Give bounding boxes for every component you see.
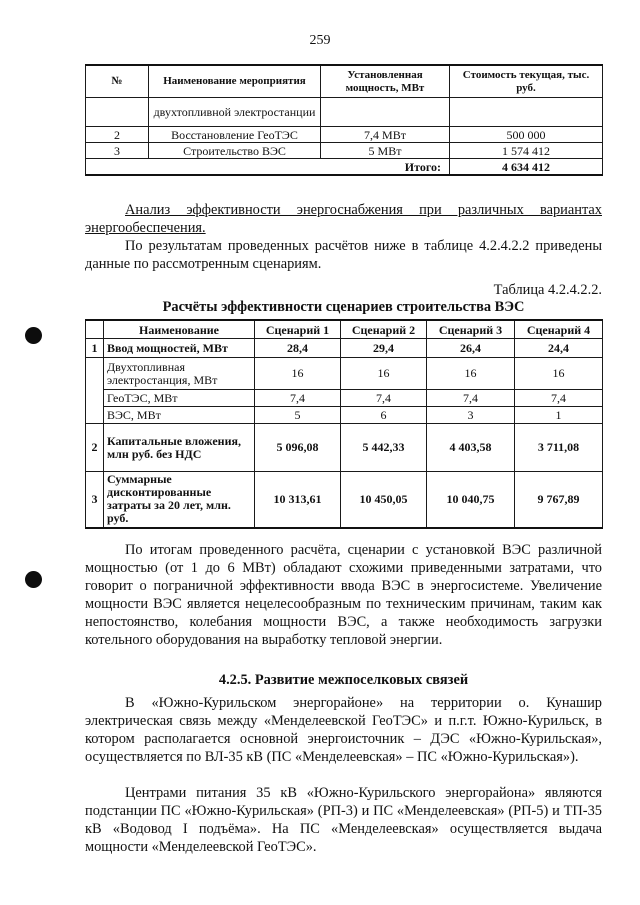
- scenarios-efficiency-table: [85, 319, 603, 529]
- table-row: [86, 127, 603, 143]
- total-label: Итого:: [86, 159, 450, 176]
- table-row: [86, 407, 603, 424]
- scenario-value: 7,4: [515, 390, 603, 407]
- row-index: 3: [86, 472, 104, 528]
- section-paragraph: В «Южно-Курильском энергорайоне» на территории о. Кунашир электрическая связь между «Менделеевской ГеоТЭС» и п.г.т. Южно-Курильск, в котором располагается основной энергоисточник – ДЭС «Южно-Курильская», осуществляется по ВЛ-35 кВ (ПС «Менделеевская» – ПС «Южно-Курильская»).: [85, 695, 602, 765]
- column-header: Стоимость текущая, тыс. руб.: [450, 65, 603, 98]
- scenario-value: 7,4: [341, 390, 427, 407]
- analysis-heading: Анализ эффективности энергоснабжения при различных вариантах энергообеспечения.: [85, 202, 602, 236]
- section-heading: 4.2.5. Развитие межпоселковых связей: [218, 672, 469, 688]
- row-index: 2: [86, 424, 104, 472]
- total-value: 4 634 412: [450, 159, 603, 176]
- scenario-value: 3: [427, 407, 515, 424]
- row-name: Суммарные дисконтированные затраты за 20 лет, млн. руб.: [104, 472, 255, 528]
- conclusion-paragraph: По итогам проведенного расчёта, сценарии с установкой ВЭС различной мощностью (от 1 до 6 МВт) обладают схожими приведенными затратами, что говорит о пограничной эффективности ввода ВЭС в энергосистеме. Увеличение мощности ВЭС является нецелесообразным по техническим причинам, таким как непостоянство, колебания мощности ВЭС, а также необходимость загрузки котельного оборудования на выработку тепловой энергии.: [85, 542, 602, 648]
- column-header: Сценарий 1: [255, 320, 341, 339]
- binder-hole-mark: [25, 571, 42, 588]
- row-name: ГеоТЭС, МВт: [104, 390, 255, 407]
- scenario-value: 16: [515, 358, 603, 390]
- scenario-value: 28,4: [255, 339, 341, 358]
- scenario-value: 4 403,58: [427, 424, 515, 472]
- table-row: [86, 358, 603, 390]
- total-row: [86, 159, 603, 176]
- scenario-value: 10 040,75: [427, 472, 515, 528]
- scenario-value: 10 313,61: [255, 472, 341, 528]
- cost-value: 500 000: [450, 127, 603, 143]
- table-row: [86, 339, 603, 358]
- row-name: Капитальные вложения, млн руб. без НДС: [104, 424, 255, 472]
- scenario-value: 16: [341, 358, 427, 390]
- installed-power: 7,4 МВт: [321, 127, 450, 143]
- measures-cost-table: [85, 64, 603, 176]
- scenario-value: 16: [427, 358, 515, 390]
- cost-value: 1 574 412: [450, 143, 603, 159]
- table-header-row: [86, 320, 603, 339]
- scenario-value: 10 450,05: [341, 472, 427, 528]
- scenario-value: 16: [255, 358, 341, 390]
- scenario-value: 7,4: [427, 390, 515, 407]
- scenario-value: 9 767,89: [515, 472, 603, 528]
- row-index: 1: [86, 339, 104, 358]
- scenario-value: 26,4: [427, 339, 515, 358]
- scenario-value: 1: [515, 407, 603, 424]
- measure-name: Восстановление ГеоТЭС: [149, 127, 321, 143]
- column-header: №: [86, 65, 149, 98]
- table-title: Расчёты эффективности сценариев строительства ВЭС: [162, 299, 525, 315]
- column-header: Наименование мероприятия: [149, 65, 321, 98]
- analysis-intro-paragraph: По результатам проведенных расчётов ниже в таблице 4.2.4.2.2 приведены данные по рассмотренным сценариям.: [85, 238, 602, 272]
- row-name: Двухтопливная электростанция, МВт: [104, 358, 255, 390]
- scenario-value: 5 096,08: [255, 424, 341, 472]
- column-header: Сценарий 2: [341, 320, 427, 339]
- table-row: [86, 143, 603, 159]
- column-header: Наименование: [104, 320, 255, 339]
- row-number: 2: [86, 127, 149, 143]
- column-header: Сценарий 4: [515, 320, 603, 339]
- table-row: [86, 424, 603, 472]
- measure-name: Строительство ВЭС: [149, 143, 321, 159]
- row-name: Ввод мощностей, МВт: [104, 339, 255, 358]
- table-number-label: Таблица 4.2.4.2.2.: [493, 282, 602, 298]
- binder-hole-mark: [25, 327, 42, 344]
- table-header-row: [86, 65, 603, 98]
- table-row: [86, 472, 603, 528]
- scenario-value: 29,4: [341, 339, 427, 358]
- table-row: [86, 98, 603, 127]
- page-number: 259: [309, 33, 331, 48]
- installed-power: 5 МВт: [321, 143, 450, 159]
- scenario-value: 7,4: [255, 390, 341, 407]
- scenario-value: 5 442,33: [341, 424, 427, 472]
- section-paragraph: Центрами питания 35 кВ «Южно-Курильского энергорайона» являются подстанции ПС «Южно-Курильская» (РП-3) и ПС «Менделеевская» (РП-5) и ТП-35 кВ «Водовод I подъёма». На ПС «Менделеевская» осуществляется выдача мощности «Менделеевской ГеоТЭС».: [85, 785, 602, 855]
- scenario-value: 5: [255, 407, 341, 424]
- row-name: ВЭС, МВт: [104, 407, 255, 424]
- row-number: 3: [86, 143, 149, 159]
- table-row: [86, 390, 603, 407]
- column-header: Сценарий 3: [427, 320, 515, 339]
- scenario-value: 3 711,08: [515, 424, 603, 472]
- scenario-value: 6: [341, 407, 427, 424]
- column-header: Установленная мощность, МВт: [321, 65, 450, 98]
- column-header: [86, 320, 104, 339]
- scenario-value: 24,4: [515, 339, 603, 358]
- measure-name: двухтопливной электростанции: [149, 98, 321, 127]
